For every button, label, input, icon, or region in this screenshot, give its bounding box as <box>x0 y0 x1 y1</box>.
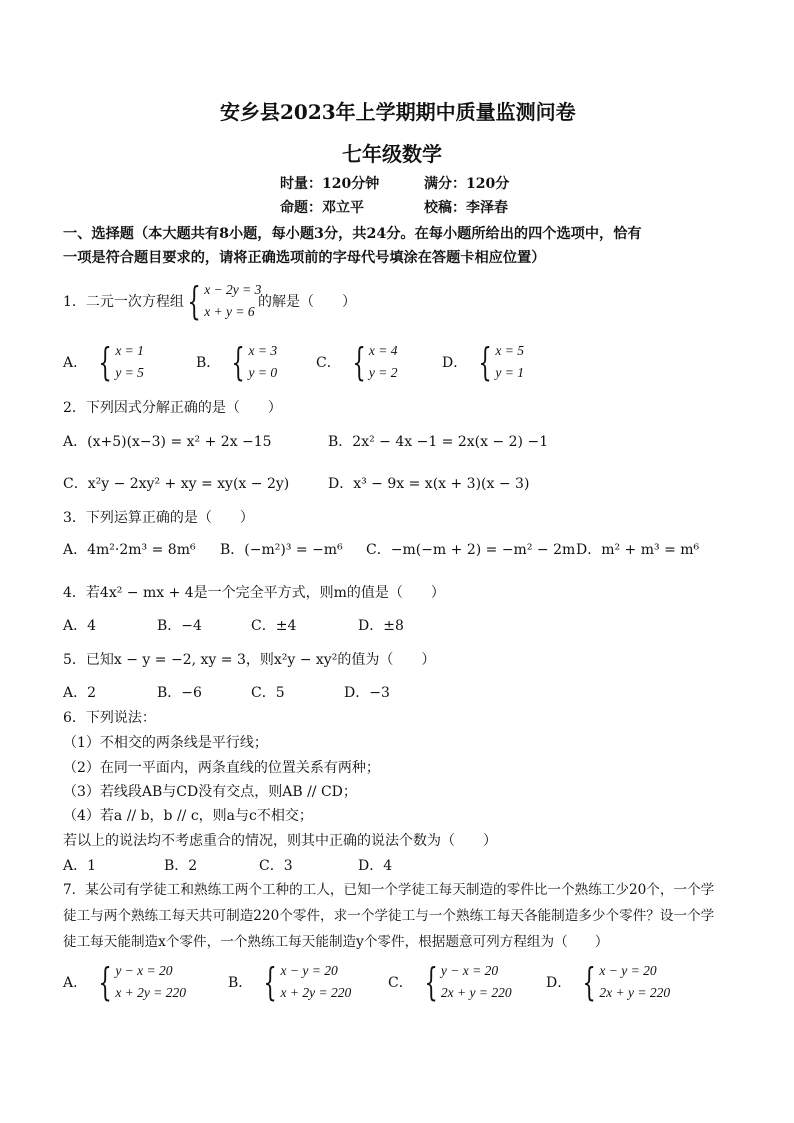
option-row2: 2x + y = 220 <box>599 985 671 1000</box>
option-row2: y = 1 <box>495 365 525 380</box>
q7-option-d[interactable] <box>546 960 670 1004</box>
q1-option-a[interactable] <box>63 340 144 384</box>
option-label: A． <box>63 975 88 991</box>
q1-option-b[interactable] <box>196 340 277 384</box>
option-label: B． <box>196 355 221 371</box>
q4-option-a[interactable]: A．4 <box>63 618 97 634</box>
brace-icon: { <box>98 960 112 1004</box>
q7-option-a[interactable] <box>63 960 186 1004</box>
q1-sys-row1: x − 2y = 3 <box>204 282 262 297</box>
option-label: C． <box>316 355 341 371</box>
option-label: D． <box>442 355 468 371</box>
option-row1: x = 5 <box>495 343 525 358</box>
q7-line-2: 徒工与两个熟练工每天共可制造220个零件，求一个学徒工与一个熟练工每天各能制造多少个零件？设一个学 <box>63 908 715 924</box>
q6-option-b[interactable]: B．2 <box>164 858 198 874</box>
q6-item-2: （2）在同一平面内，两条直线的位置关系有两种； <box>63 760 380 776</box>
brace-icon: { <box>582 960 596 1004</box>
q7-option-c[interactable] <box>388 960 512 1004</box>
q6-item-3: （3）若线段AB与CD没有交点，则AB // CD； <box>63 784 357 800</box>
q2-option-d[interactable]: D．x³ − 9x = x(x + 3)(x − 3) <box>328 476 530 492</box>
q7-line-3: 徒工每天能制造x个零件，一个熟练工每天能制造y个零件，根据题意可列方程组为（ ） <box>63 934 609 950</box>
q5-stem: 5．已知x − y = −2, xy = 3，则x²y − xy²的值为（ ） <box>63 652 436 668</box>
exam-time: 时量：120分钟 <box>280 176 380 192</box>
q6-option-d[interactable]: D．4 <box>358 858 393 874</box>
q1-option-c[interactable] <box>316 340 398 384</box>
brace-icon: { <box>263 960 278 1004</box>
q3-option-c[interactable]: C．−m(−m + 2) = −m² − 2m <box>366 542 576 558</box>
q2-option-b[interactable]: B．2x² − 4x −1 = 2x(x − 2) −1 <box>328 434 549 450</box>
q6-option-a[interactable]: A．1 <box>63 858 97 874</box>
q5-option-c[interactable]: C．5 <box>251 685 285 701</box>
option-row1: x = 1 <box>115 343 144 358</box>
exam-score: 满分：120分 <box>424 176 510 192</box>
exam-subtitle: 七年级数学 <box>342 142 442 166</box>
q1-stem-before: 1．二元一次方程组 <box>63 294 184 310</box>
q2-option-a[interactable]: A．(x+5)(x−3) = x² + 2x −15 <box>63 434 272 450</box>
q6-item-1: （1）不相交的两条线是平行线； <box>63 735 268 751</box>
option-row1: x = 4 <box>368 343 398 358</box>
option-row2: x + 2y = 220 <box>115 985 187 1000</box>
q1-system <box>182 279 261 323</box>
q6-stem: 6．下列说法： <box>63 710 156 726</box>
exam-author: 命题：邓立平 <box>280 200 364 216</box>
section-heading-line1: 一、选择题（本大题共有8小题，每小题3分，共24分。在每小题所给出的四个选项中，恰有 <box>63 226 642 242</box>
option-label: B． <box>228 975 253 991</box>
q3-option-b[interactable]: B．(−m²)³ = −m⁶ <box>220 542 343 558</box>
q3-stem: 3．下列运算正确的是（ ） <box>63 510 254 526</box>
q1-sys-row2: x + y = 6 <box>204 304 255 319</box>
q6-question: 若以上的说法均不考虑重合的情况，则其中正确的说法个数为（ ） <box>63 833 497 849</box>
option-row2: y = 5 <box>115 365 144 380</box>
brace-icon: { <box>231 340 246 384</box>
q5-option-d[interactable]: D．−3 <box>344 685 390 701</box>
brace-icon: { <box>424 960 438 1004</box>
option-row2: x + 2y = 220 <box>280 985 352 1000</box>
brace-icon: { <box>98 340 112 384</box>
brace-icon: { <box>478 340 492 384</box>
q4-option-b[interactable]: B．−4 <box>157 618 202 634</box>
option-row1: y − x = 20 <box>440 963 499 978</box>
option-label: C． <box>388 975 413 991</box>
q7-option-b[interactable] <box>228 960 351 1004</box>
q3-option-a[interactable]: A．4m²·2m³ = 8m⁶ <box>63 542 196 558</box>
q5-option-b[interactable]: B．−6 <box>157 685 202 701</box>
exam-title: 安乡县2023年上学期期中质量监测问卷 <box>220 100 576 124</box>
exam-reviewer: 校稿：李泽春 <box>424 200 508 216</box>
q1-stem-after: 的解是（ ） <box>258 294 356 310</box>
q5-option-a[interactable]: A．2 <box>63 685 97 701</box>
q2-option-c[interactable]: C．x²y − 2xy² + xy = xy(x − 2y) <box>63 476 290 492</box>
option-row1: x = 3 <box>248 343 278 358</box>
q6-option-c[interactable]: C．3 <box>259 858 293 874</box>
brace-icon: { <box>352 340 366 384</box>
q4-option-c[interactable]: C．±4 <box>251 618 297 634</box>
option-label: D． <box>546 975 572 991</box>
option-row1: x − y = 20 <box>599 963 657 978</box>
q6-item-4: （4）若a // b，b // c，则a与c不相交； <box>63 808 313 824</box>
option-row2: y = 2 <box>368 365 398 380</box>
q3-option-d[interactable]: D．m² + m³ = m⁶ <box>576 542 700 558</box>
q4-option-d[interactable]: D．±8 <box>358 618 404 634</box>
q2-stem: 2．下列因式分解正确的是（ ） <box>63 400 282 416</box>
option-row2: 2x + y = 220 <box>440 985 512 1000</box>
q7-line-1: 7．某公司有学徒工和熟练工两个工种的工人，已知一个学徒工每天制造的零件比一个熟练工少20个，一个学 <box>63 882 715 898</box>
option-label: A． <box>63 355 88 371</box>
q1-option-d[interactable] <box>442 340 524 384</box>
q4-stem: 4．若4x² − mx + 4是一个完全平方式，则m的值是（ ） <box>63 585 445 601</box>
section-heading-line2: 一项是符合题目要求的，请将正确选项前的字母代号填涂在答题卡相应位置） <box>63 250 546 266</box>
brace-icon: { <box>187 279 201 323</box>
option-row1: x − y = 20 <box>280 963 338 978</box>
option-row2: y = 0 <box>248 365 278 380</box>
option-row1: y − x = 20 <box>115 963 173 978</box>
